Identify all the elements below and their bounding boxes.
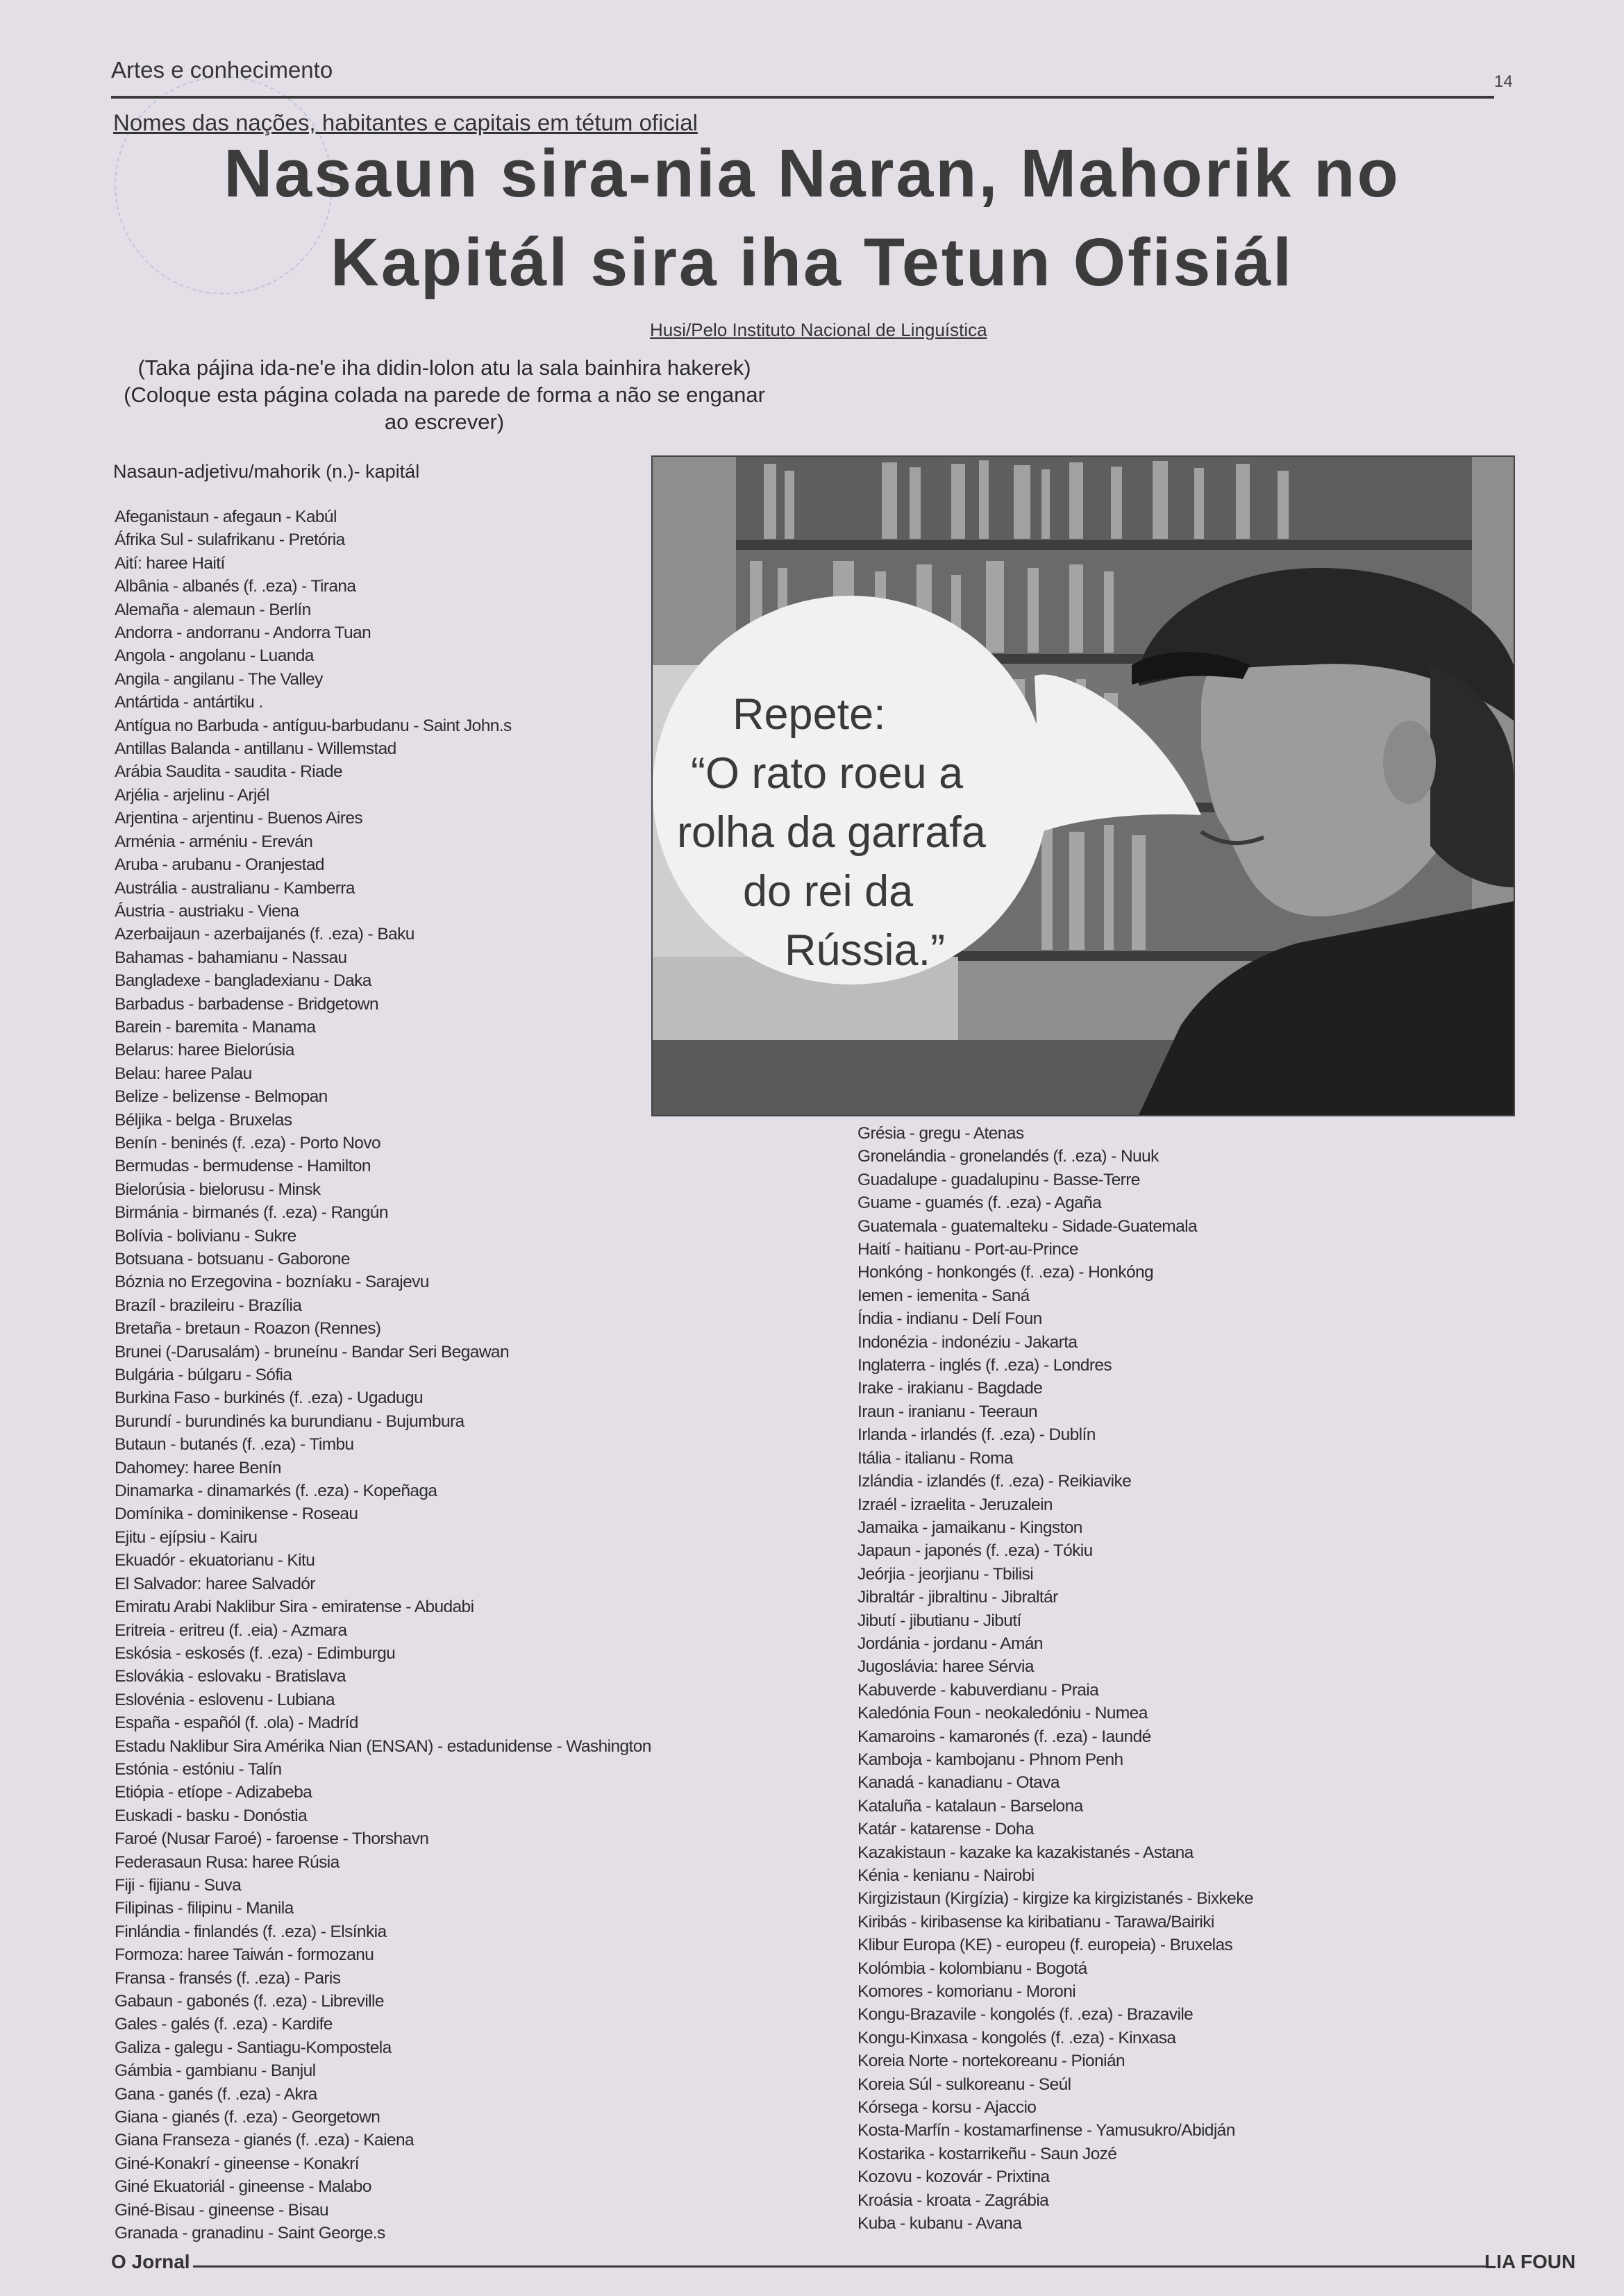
country-entry: Kuba - kubanu - Avana [857, 2214, 1022, 2234]
country-entry: Barbadus - barbadense - Bridgetown [115, 994, 379, 1014]
page-number: 14 [1494, 72, 1513, 91]
country-entry: Kabuverde - kabuverdianu - Praia [857, 1680, 1099, 1700]
country-entry: Belarus: haree Bielorúsia [115, 1041, 294, 1060]
country-entry: Filipinas - filipinu - Manila [115, 1899, 294, 1918]
country-entry: Antártida - antártiku . [115, 693, 263, 712]
headline-line-1: Nasaun sira-nia Naran, Mahorik no [224, 135, 1400, 211]
country-entry: Botsuana - botsuanu - Gaborone [115, 1250, 350, 1268]
country-entry: Arjentina - arjentinu - Buenos Aires [115, 809, 362, 828]
section-label: Artes e conhecimento [111, 57, 333, 83]
subheading: Nomes das nações, habitantes e capitais em tétum oficial [113, 110, 698, 135]
country-entry: Andorra - andorranu - Andorra Tuan [115, 623, 371, 643]
country-entry: Barein - baremita - Manama [115, 1017, 316, 1037]
country-entry: Ejitu - ejípsiu - Kairu [115, 1527, 258, 1547]
footer-section: LIA FOUN [1484, 2251, 1576, 2272]
country-entry: Jeórjia - jeorjianu - Tbilisi [857, 1564, 1034, 1584]
country-entry: Azerbaijaun - azerbaijanés (f. .eza) - Baku [115, 925, 415, 944]
country-entry: Jibutí - jibutianu - Jibutí [857, 1611, 1021, 1630]
country-entry: Angola - angolanu - Luanda [115, 646, 314, 666]
country-entry: Jibraltár - jibraltinu - Jibraltár [857, 1588, 1058, 1607]
country-entry: Kosta-Marfín - kostamarfinense - Yamusukro/Abidján [857, 2121, 1235, 2140]
country-entry: Kiribás - kiribasense ka kiribatianu - Tarawa/Bairiki [857, 1912, 1214, 1932]
country-entry: Ekuadór - ekuatorianu - Kitu [115, 1551, 315, 1570]
speech-bubble-line: do rei da [743, 867, 914, 916]
country-entry: Komores - komorianu - Moroni [857, 1982, 1076, 2002]
country-entry: Kanadá - kanadianu - Otava [857, 1773, 1060, 1793]
country-entry: Giné-Bisau - gineense - Bisau [115, 2200, 329, 2220]
country-entry: Burundí - burundinés ka burundianu - Bujumbura [115, 1411, 464, 1431]
country-entry: Austrália - australianu - Kamberra [115, 878, 355, 898]
country-entry: Eslovákia - eslovaku - Bratislava [115, 1667, 346, 1686]
country-entry: Emiratu Arabi Naklibur Sira - emiratense - Abudabi [115, 1598, 474, 1617]
country-entry: Eritreia - eritreu (f. .eia) - Azmara [115, 1620, 347, 1640]
country-entry: Arménia - arméniu - Ereván [115, 832, 313, 851]
country-entry: Grésia - gregu - Atenas [857, 1124, 1024, 1143]
country-entry: Finlándia - finlandés (f. .eza) - Elsínkia [115, 1922, 387, 1941]
country-entry: Kénia - kenianu - Nairobi [857, 1866, 1035, 1885]
country-entry: Giana Franseza - gianés (f. .eza) - Kaiena [115, 2131, 414, 2150]
country-entry: Iemen - iemenita - Saná [857, 1286, 1030, 1305]
country-entry: Gana - ganés (f. .eza) - Akra [115, 2084, 317, 2104]
country-entry: Koreia Súl - sulkoreanu - Seúl [857, 2075, 1071, 2094]
country-entry: Belau: haree Palau [115, 1064, 252, 1083]
country-entry: Bielorúsia - bielorusu - Minsk [115, 1180, 321, 1199]
speech-bubble-line: “O rato roeu a [691, 749, 964, 798]
country-entry: Gronelándia - gronelandés (f. .eza) - Nuuk [857, 1147, 1159, 1166]
country-entry: Japaun - japonés (f. .eza) - Tókiu [857, 1541, 1093, 1561]
country-entry: Bolívia - bolivianu - Sukre [115, 1226, 296, 1246]
country-entry: Angila - angilanu - The Valley [115, 669, 323, 689]
country-entry: Faroé (Nusar Faroé) - faroense - Thorshavn [115, 1829, 429, 1849]
country-entry: Áustria - austriaku - Viena [115, 901, 299, 921]
country-entry: Izraél - izraelita - Jeruzalein [857, 1495, 1053, 1514]
country-entry: Giana - gianés (f. .eza) - Georgetown [115, 2108, 380, 2127]
country-entry: Kongu-Brazavile - kongolés (f. .eza) - Brazavile [857, 2005, 1194, 2025]
country-entry: Haití - haitianu - Port-au-Prince [857, 1240, 1078, 1259]
speech-bubble-line: Rússia.” [785, 926, 946, 975]
country-entry: Aruba - arubanu - Oranjestad [115, 855, 324, 875]
country-entry: Klibur Europa (KE) - europeu (f. europeia) - Bruxelas [857, 1936, 1233, 1955]
country-entry: Arábia Saudita - saudita - Riade [115, 762, 343, 782]
country-entry: Alemaña - alemaun - Berlín [115, 600, 311, 619]
country-entry: Bermudas - bermudense - Hamilton [115, 1157, 371, 1176]
country-entry: Giné Ekuatoriál - gineense - Malabo [115, 2177, 371, 2197]
country-entry: Kroásia - kroata - Zagrábia [857, 2190, 1049, 2210]
country-entry: Eskósia - eskosés (f. .eza) - Edimburgu [115, 1643, 396, 1663]
country-entry: Gámbia - gambianu - Banjul [115, 2061, 316, 2081]
country-entry: Euskadi - basku - Donóstia [115, 1806, 308, 1825]
country-entry: Kórsega - korsu - Ajaccio [857, 2098, 1037, 2118]
country-entry: Kozovu - kozovár - Prixtina [857, 2168, 1050, 2187]
instruction-portuguese: (Coloque esta página colada na parede de forma a não se enganar ao escrever) [124, 383, 765, 434]
country-entry: Guame - guamés (f. .eza) - Agaña [857, 1193, 1102, 1213]
country-entry: España - españól (f. .ola) - Madríd [115, 1713, 358, 1733]
country-entry: Galiza - galegu - Santiagu-Kompostela [115, 2038, 392, 2057]
country-entry: Indonézia - indonéziu - Jakarta [857, 1332, 1078, 1352]
country-entry: Eslovénia - eslovenu - Lubiana [115, 1690, 335, 1709]
speech-bubble-line: rolha da garrafa [677, 808, 986, 857]
country-entry: Índia - indianu - Delí Foun [857, 1309, 1042, 1329]
country-list-left [115, 505, 651, 2245]
instruction-tetum: (Taka pájina ida-ne'e iha didin-lolon atu la sala bainhira hakerek) [137, 355, 751, 380]
country-entry: Kongu-Kinxasa - kongolés (f. .eza) - Kinxasa [857, 2028, 1176, 2047]
country-entry: Bóznia no Erzegovina - bozníaku - Sarajevu [115, 1273, 429, 1292]
speech-bubble-line: Repete: [733, 690, 886, 739]
country-entry: Gabaun - gabonés (f. .eza) - Libreville [115, 1992, 384, 2011]
country-entry: Bulgária - búlgaru - Sófia [115, 1366, 292, 1385]
country-entry: Izlándia - izlandés (f. .eza) - Reikiavike [857, 1472, 1132, 1491]
country-entry: Jugoslávia: haree Sérvia [857, 1657, 1034, 1677]
country-entry: Irlanda - irlandés (f. .eza) - Dublín [857, 1425, 1096, 1445]
country-entry: Federasaun Rusa: haree Rúsia [115, 1852, 340, 1872]
country-entry: Inglaterra - inglés (f. .eza) - Londres [857, 1356, 1112, 1375]
country-entry: Bretaña - bretaun - Roazon (Rennes) [115, 1319, 381, 1339]
country-entry: Kataluña - katalaun - Barselona [857, 1796, 1083, 1816]
footer-rule [193, 2265, 1486, 2268]
country-entry: Fransa - fransés (f. .eza) - Paris [115, 1968, 341, 1988]
country-entry: Formoza: haree Taiwán - formozanu [115, 1945, 374, 1965]
country-list-right [857, 1122, 1253, 2236]
country-entry: Burkina Faso - burkinés (f. .eza) - Ugadugu [115, 1389, 423, 1408]
country-entry: Iraun - iranianu - Teeraun [857, 1402, 1038, 1421]
country-entry: Guatemala - guatemalteku - Sidade-Guatemala [857, 1216, 1197, 1236]
country-entry: Kamaroins - kamaronés (f. .eza) - Iaundé [857, 1727, 1151, 1746]
country-entry: Kaledónia Foun - neokaledóniu - Numea [857, 1704, 1148, 1723]
country-entry: Giné-Konakrí - gineense - Konakrí [115, 2154, 359, 2173]
country-entry: Bangladexe - bangladexianu - Daka [115, 971, 371, 991]
photo-illustration [653, 457, 1514, 1115]
country-entry: Estónia - estóniu - Talín [115, 1759, 282, 1779]
country-entry: Fiji - fijianu - Suva [115, 1875, 242, 1895]
country-entry: Irake - irakianu - Bagdade [857, 1379, 1043, 1398]
country-entry: Afeganistaun - afegaun - Kabúl [115, 508, 337, 526]
country-entry: Granada - granadinu - Saint George.s [115, 2224, 385, 2243]
country-entry: Kostarika - kostarrikeñu - Saun Jozé [857, 2144, 1117, 2163]
country-entry: Domínika - dominikense - Roseau [115, 1505, 358, 1524]
country-entry: Áfrika Sul - sulafrikanu - Pretória [115, 530, 345, 550]
country-entry: Aití: haree Haití [115, 553, 225, 573]
country-entry: Antígua no Barbuda - antíguu-barbudanu - Saint John.s [115, 716, 512, 735]
country-entry: Antillas Balanda - antillanu - Willemstad [115, 739, 396, 759]
country-entry: Kazakistaun - kazake ka kazakistanés - Astana [857, 1843, 1194, 1862]
country-entry: Bahamas - bahamianu - Nassau [115, 948, 347, 967]
country-entry: Dahomey: haree Benín [115, 1458, 281, 1477]
country-entry: Birmánia - birmanés (f. .eza) - Rangún [115, 1203, 388, 1223]
country-entry: Guadalupe - guadalupinu - Basse-Terre [857, 1170, 1140, 1189]
country-entry: Butaun - butanés (f. .eza) - Timbu [115, 1435, 354, 1455]
headline-line-2: Kapitál sira iha Tetun Ofisiál [330, 224, 1294, 300]
country-entry: Brazíl - brazileiru - Brazília [115, 1296, 302, 1315]
country-entry: Itália - italianu - Roma [857, 1448, 1013, 1468]
footer-publication: O Jornal [111, 2251, 190, 2272]
country-entry: Kolómbia - kolombianu - Bogotá [857, 1959, 1087, 1978]
country-entry: Arjélia - arjelinu - Arjél [115, 785, 269, 805]
country-entry: Jamaika - jamaikanu - Kingston [857, 1518, 1082, 1537]
instructions [118, 354, 771, 435]
country-entry: Honkóng - honkongés (f. .eza) - Honkóng [857, 1263, 1154, 1282]
list-legend: Nasaun-adjetivu/mahorik (n.)- kapitál [113, 461, 420, 482]
byline: Husi/Pelo Instituto Nacional de Linguística [650, 319, 987, 340]
country-entry: Béljika - belga - Bruxelas [115, 1110, 292, 1130]
country-entry: Kamboja - kambojanu - Phnom Penh [857, 1750, 1123, 1769]
country-entry: Belize - belizense - Belmopan [115, 1087, 328, 1107]
country-entry: Benín - beninés (f. .eza) - Porto Novo [115, 1133, 381, 1153]
country-entry: El Salvador: haree Salvadór [115, 1574, 315, 1593]
country-entry: Albânia - albanés (f. .eza) - Tirana [115, 577, 356, 596]
country-entry: Gales - galés (f. .eza) - Kardife [115, 2015, 333, 2034]
country-entry: Dinamarka - dinamarkés (f. .eza) - Kopeñaga [115, 1482, 437, 1501]
country-entry: Brunei (-Darusalám) - bruneínu - Bandar Seri Begawan [115, 1342, 509, 1361]
photo [651, 455, 1515, 1116]
country-entry: Etiópia - etíope - Adizabeba [115, 1783, 312, 1802]
country-entry: Koreia Norte - nortekoreanu - Pionián [857, 2052, 1125, 2071]
country-entry: Kirgizistaun (Kirgízia) - kirgize ka kirgizistanés - Bixkeke [857, 1889, 1253, 1909]
country-entry: Katár - katarense - Doha [857, 1820, 1034, 1839]
country-entry: Estadu Naklibur Sira Amérika Nian (ENSAN) - estadunidense - Washington [115, 1736, 651, 1756]
country-entry: Jordánia - jordanu - Amán [857, 1634, 1043, 1653]
header-rule [111, 96, 1494, 99]
